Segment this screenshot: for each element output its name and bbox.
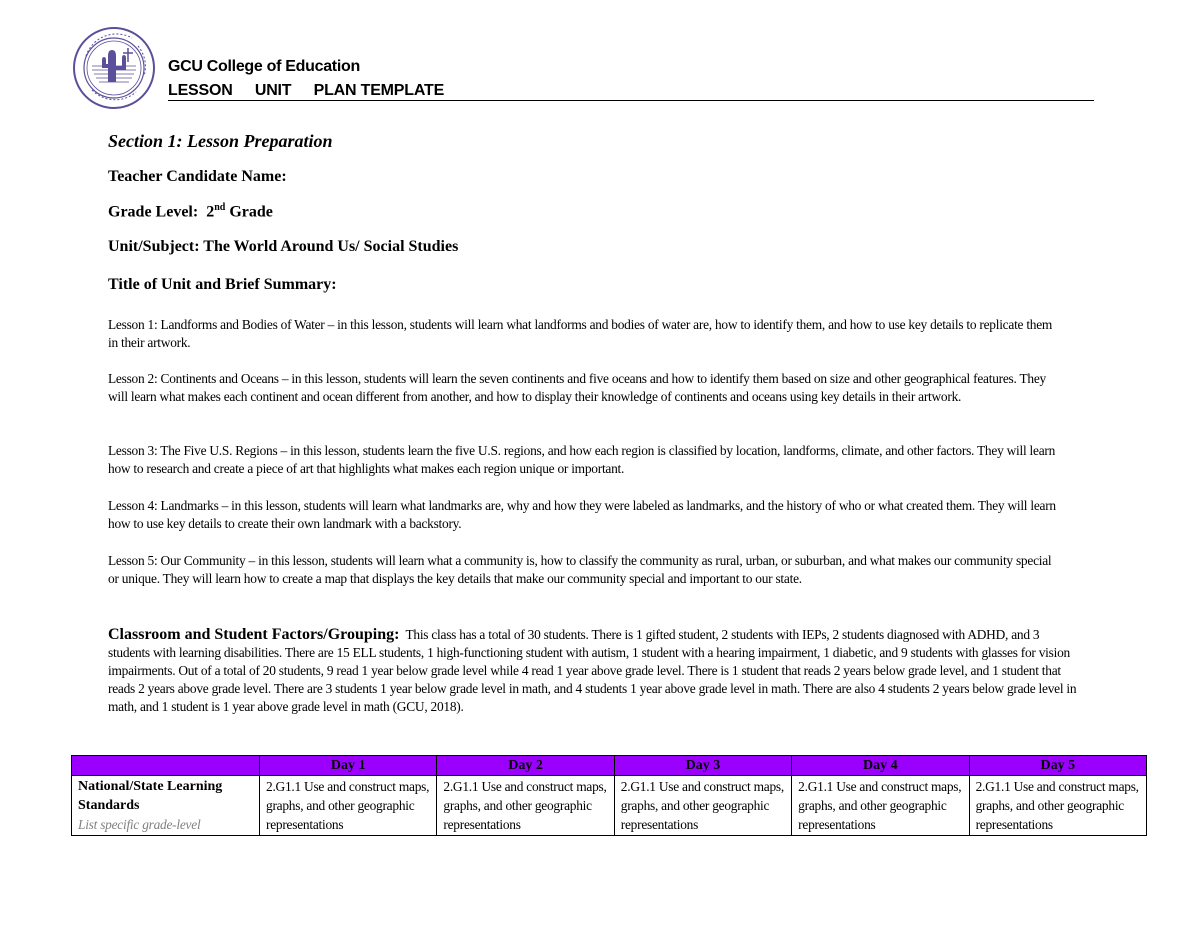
- row-title: National/State Learning Standards: [78, 779, 223, 813]
- row-subtitle: List specific grade-level: [78, 817, 201, 832]
- header-day-3: Day 3: [614, 756, 791, 776]
- cell-day-2: 2.G1.1 Use and construct maps, graphs, and other geographic representations: [437, 776, 614, 836]
- row-header-standards: [72, 776, 260, 836]
- template-word-lesson: LESSON: [168, 82, 233, 99]
- grade-number: 2: [206, 203, 215, 221]
- lesson-3-summary: Lesson 3: The Five U.S. Regions – in this lesson, students learn the five U.S. regions, and how each region is classified by location, landforms, climate, and other factors. They will learn how to research and create a piece of art that highlights what makes each region unique or important.: [108, 443, 1056, 476]
- lesson-plan-table: [71, 755, 1147, 836]
- header-day-5: Day 5: [969, 756, 1146, 776]
- title-summary-label: Title of Unit and Brief Summary:: [108, 276, 337, 293]
- classroom-factors-label: Classroom and Student Factors/Grouping:: [108, 626, 400, 643]
- cell-day-1: 2.G1.1 Use and construct maps, graphs, and other geographic representations: [260, 776, 437, 836]
- college-name: GCU College of Education: [168, 58, 360, 75]
- lesson-5-summary: Lesson 5: Our Community – in this lesson, students will learn what a community is, how to classify the community as rural, urban, or suburban, and what makes our community special or unique. They will learn how to create a map that displays the key details that make our community special and important to our state.: [108, 553, 1052, 586]
- section-title: Section 1: Lesson Preparation: [108, 131, 333, 151]
- grade-word: Grade: [229, 203, 273, 221]
- header-day-2: Day 2: [437, 756, 614, 776]
- teacher-name-label: Teacher Candidate Name:: [108, 168, 287, 185]
- header-day-4: Day 4: [792, 756, 969, 776]
- table-header-row: [72, 756, 1147, 776]
- table-row: [72, 776, 1147, 836]
- cell-day-5: 2.G1.1 Use and construct maps, graphs, and other geographic representations: [969, 776, 1146, 836]
- template-word-plan: PLAN TEMPLATE: [313, 82, 445, 99]
- classroom-factors-text: This class has a total of 30 students. There is 1 gifted student, 2 students with IEPs, 2 students diagnosed with ADHD, and 3 students with learning disabilities. There are 15 ELL students, 1 high-functioning student with autism, 1 student with a hearing impairment, 1 diabetic, and 9 students with glasses for vision impairments. Out of a total of 20 students, 9 read 1 year below grade level while 4 read 1 year above grade level. There is 1 student that reads 2 years below grade level, and 1 student that reads 2 years above grade level. There are 3 students 1 year below grade level in math, and 4 students 1 year above grade level in math. There are also 4 students 2 years below grade level in math, and 1 student is 1 year above grade level in math (GCU, 2018).: [108, 627, 1077, 714]
- university-seal-icon: [72, 26, 156, 110]
- unit-subject: Unit/Subject: The World Around Us/ Social Studies: [108, 238, 459, 255]
- lesson-2-summary: Lesson 2: Continents and Oceans – in this lesson, students will learn the seven continents and five oceans and how to identify them based on size and other geographical features. They will learn what makes each continent and ocean different from another, and how to display their knowledge of continents and oceans using key details in their artwork.: [108, 371, 1046, 404]
- template-title: [168, 82, 1094, 101]
- lesson-4-summary: Lesson 4: Landmarks – in this lesson, students will learn what landmarks are, why and how they were labeled as landmarks, and the history of who or what created them. They will learn how to use key details to create their own landmark with a backstory.: [108, 498, 1056, 531]
- header-corner: [72, 756, 260, 776]
- lesson-1-summary: Lesson 1: Landforms and Bodies of Water – in this lesson, students will learn what landforms and bodies of water are, how to identify them, and how to use key details to replicate them in their artwork.: [108, 317, 1053, 350]
- grade-suffix: nd: [214, 202, 226, 213]
- grade-level-field: [108, 202, 273, 221]
- classroom-factors: [108, 626, 1078, 716]
- template-word-unit: UNIT: [254, 82, 292, 99]
- header-day-1: Day 1: [260, 756, 437, 776]
- cell-day-3: 2.G1.1 Use and construct maps, graphs, and other geographic representations: [614, 776, 791, 836]
- grade-level-label: Grade Level:: [108, 203, 199, 221]
- cell-day-4: 2.G1.1 Use and construct maps, graphs, and other geographic representations: [792, 776, 969, 836]
